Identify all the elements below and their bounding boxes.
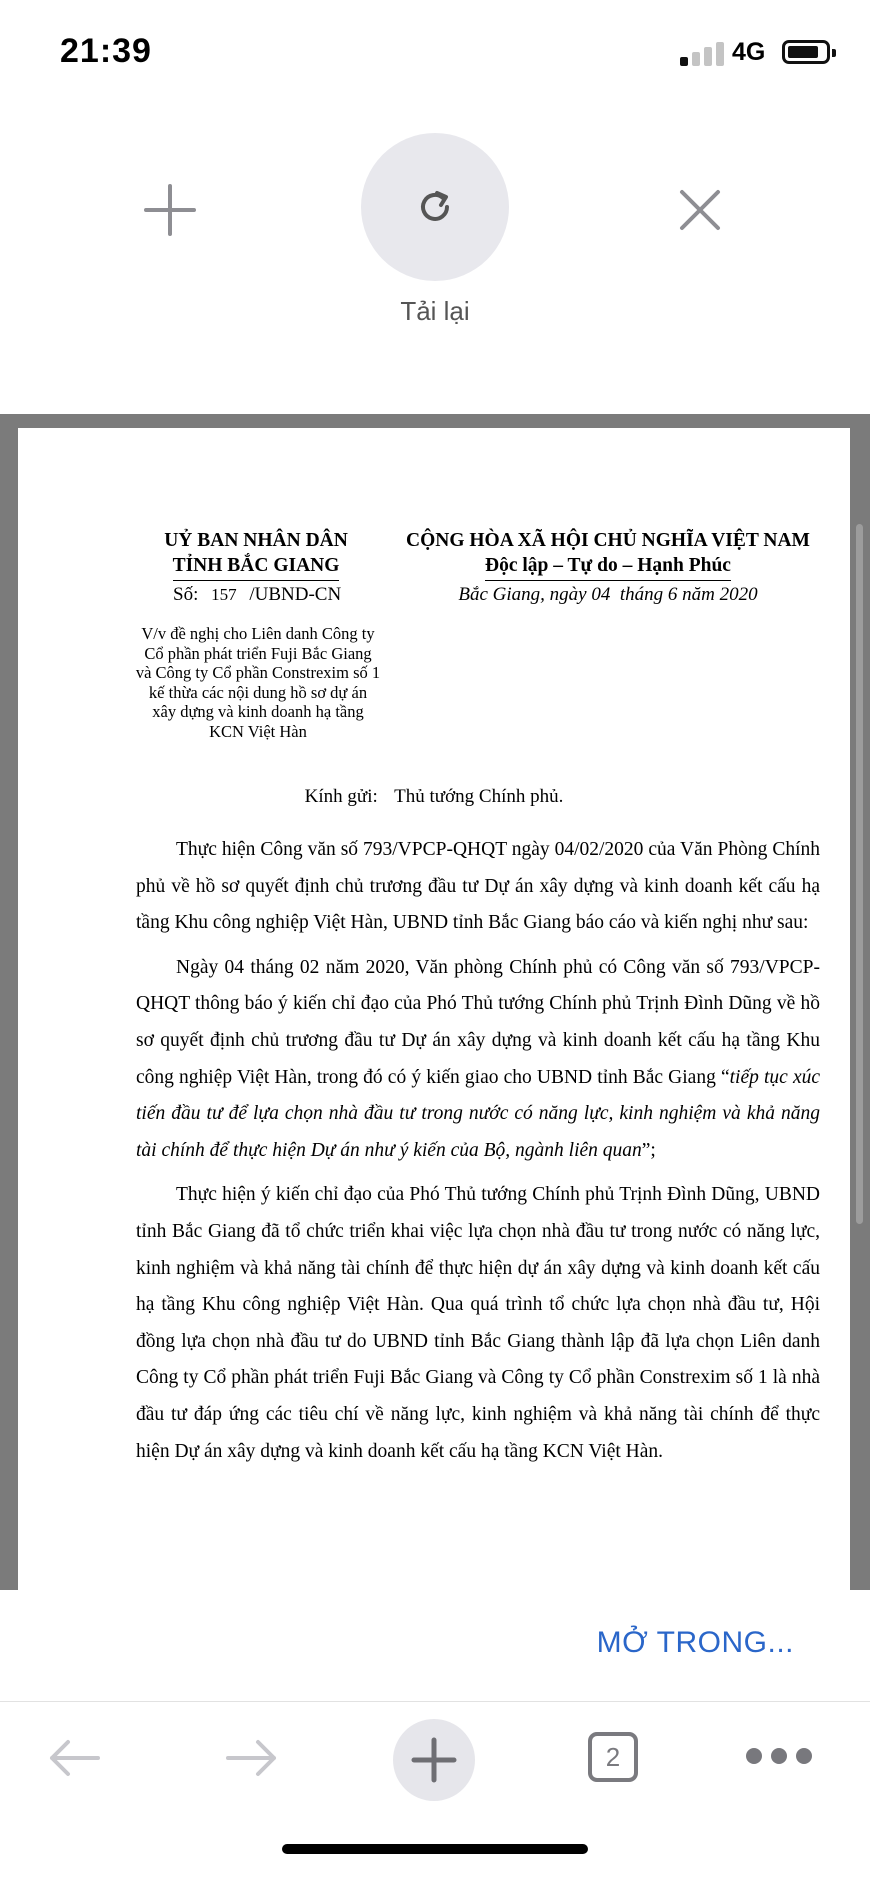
reload-label: Tải lại [400,296,470,326]
close-icon[interactable] [670,180,730,240]
national-header [398,528,818,581]
network-type: 4G [732,38,766,66]
issuer-header [136,528,376,581]
paragraph-2 [136,950,820,1170]
issuer-line1: UỶ BAN NHÂN DÂN [164,530,348,551]
issuer-line2: TỈNH BẮC GIANG [173,553,340,581]
reload-icon [413,185,457,229]
plus-icon [410,1736,458,1784]
more-menu-icon[interactable] [746,1748,812,1764]
subject-line: Cổ phần phát triển Fuji Bắc Giang [144,643,372,663]
paragraph-1: Thực hiện Công văn số 793/VPCP-QHQT ngày 04/02/2020 của Văn Phòng Chính phủ về hồ sơ quyết định chủ trương đầu tư Dự án xây dựng và kinh doanh kết cấu hạ tầng Khu công nghiệp Việt Hàn, UBND tỉnh Bắc Giang báo cáo và kiến nghị như sau: [136,839,820,934]
subject-line: xây dựng và kinh doanh hạ tầng [152,702,364,722]
subject-line: V/v đề nghị cho Liên danh Công ty [141,624,375,643]
back-arrow-icon[interactable] [44,1736,104,1785]
recipient-label: Kính gửi: [304,786,378,807]
document-number [173,584,341,606]
recipient-line [18,786,850,808]
home-indicator [282,1844,588,1854]
open-in-bar [0,1590,870,1702]
signal-strength-icon [680,40,724,66]
bottom-toolbar [0,1702,870,1822]
national-title: CỘNG HÒA XÃ HỘI CHỦ NGHĨA VIỆT NAM [406,530,810,551]
number-value: 157 [211,585,237,604]
new-tab-icon[interactable] [138,178,202,242]
new-tab-button[interactable] [393,1719,475,1801]
forward-arrow-icon[interactable] [222,1736,282,1785]
tab-switcher-button[interactable]: 2 [588,1732,638,1782]
paragraph-2-end: ”; [641,1139,656,1161]
national-motto: Độc lập – Tự do – Hạnh Phúc [485,553,731,581]
document-page [18,428,850,1590]
number-suffix: /UBND-CN [249,584,342,605]
number-label: Số: [173,584,199,605]
scrollbar[interactable] [856,524,863,1224]
paragraph-3: Thực hiện ý kiến chỉ đạo của Phó Thủ tướng Chính phủ Trịnh Đình Dũng, UBND tỉnh Bắc Giang đã tổ chức triển khai việc lựa chọn nhà đầu tư trong nước có năng lực, kinh nghiệm và khả năng tài chính để thực hiện dự án xây dựng và kinh doanh kết cấu hạ tầng Khu công nghiệp Việt Hàn. Qua quá trình tổ chức lựa chọn nhà đầu tư, Hội đồng lựa chọn nhà đầu tư do UBND tỉnh Bắc Giang thành lập đã lựa chọn Liên danh Công ty Cổ phần phát triển Fuji Bắc Giang và Công ty Cổ phần Constrexim số 1 là nhà đầu tư đáp ứng các tiêu chí về năng lực, kinh nghiệm và khả năng tài chính để thực hiện Dự án xây dựng và kinh doanh kết cấu hạ tầng KCN Việt Hàn. [136,1184,820,1462]
document-body [136,832,820,1478]
document-viewer[interactable] [0,414,870,1590]
reload-button[interactable] [361,133,509,281]
document-subject [123,624,393,742]
recipient-name: Thủ tướng Chính phủ. [394,786,564,807]
battery-icon [782,40,830,64]
subject-line: và Công ty Cổ phần Constrexim số 1 [135,663,381,683]
open-in-button[interactable]: MỞ TRONG... [596,1626,794,1659]
paragraph-2-text: Ngày 04 tháng 02 năm 2020, Văn phòng Chính phủ có Công văn số 793/VPCP-QHQT thông báo ý kiến chỉ đạo của Phó Thủ tướng Chính phủ Trịnh Đình Dũng về hồ sơ quyết định chủ trương đầu tư Dự án xây dựng và kinh doanh kết cấu hạ tầng Khu công nghiệp Việt Hàn, trong đó có ý kiến giao cho UBND tỉnh Bắc Giang “ [136,956,820,1088]
subject-line: KCN Việt Hàn [209,721,307,741]
subject-line: kế thừa các nội dung hồ sơ dự án [148,682,368,702]
paragraph-2-quote: tiếp tục xúc tiến đầu tư để lựa chọn nhà đầu tư trong nước có năng lực, kinh nghiệm và khả năng tài chính để thực hiện Dự án như ý kiến của Bộ, ngành liên quan [136,1066,821,1161]
document-date: Bắc Giang, ngày 04 tháng 6 năm 2020 [458,584,758,605]
status-time: 21:39 [60,32,152,70]
